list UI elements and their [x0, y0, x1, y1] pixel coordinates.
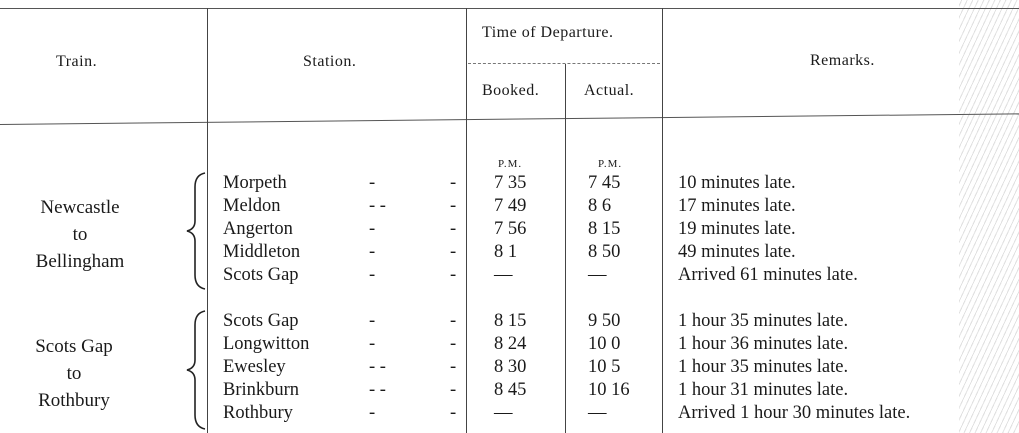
leader-dash: -	[450, 357, 457, 377]
leader-dash: - -	[369, 196, 386, 216]
actual-time-cell: 10 5	[588, 357, 621, 377]
leader-dash: -	[450, 380, 457, 400]
train-line: to	[72, 224, 88, 245]
station-cell: Ewesley	[223, 357, 286, 377]
header-actual: Actual.	[584, 82, 635, 99]
remarks-cell: 1 hour 35 minutes late.	[678, 311, 849, 331]
leader-dash: -	[369, 403, 376, 423]
booked-time-cell: 7 49	[494, 196, 527, 216]
leader-dash: -	[369, 265, 376, 285]
actual-time-cell: 10 0	[588, 334, 621, 354]
leader-dash: -	[369, 334, 376, 354]
leader-dash: -	[450, 334, 457, 354]
remarks-cell: 17 minutes late.	[678, 196, 796, 216]
departure-subheader-rule	[468, 63, 660, 64]
remarks-cell: 1 hour 35 minutes late.	[678, 357, 849, 377]
table-row	[0, 356, 1019, 379]
actual-time-cell: 8 6	[588, 196, 612, 216]
table-row	[0, 310, 1019, 333]
header-station: Station.	[303, 53, 357, 70]
train-line: to	[66, 363, 82, 384]
station-cell: Longwitton	[223, 334, 310, 354]
actual-time-cell: 9 50	[588, 311, 621, 331]
booked-time-cell: 7 56	[494, 219, 527, 239]
remarks-cell: 49 minutes late.	[678, 242, 796, 262]
train-line: Rothbury	[38, 390, 110, 411]
booked-time-cell: 8 45	[494, 380, 527, 400]
station-cell: Meldon	[223, 196, 281, 216]
leader-dash: -	[450, 196, 457, 216]
header-time-of-departure: Time of Departure.	[482, 24, 614, 41]
remarks-cell: Arrived 1 hour 30 minutes late.	[678, 403, 911, 423]
leader-dash: - -	[369, 357, 386, 377]
table-row	[0, 218, 1019, 241]
actual-time-cell: —	[588, 403, 607, 423]
station-cell: Brinkburn	[223, 380, 300, 400]
header-remarks: Remarks.	[810, 52, 875, 69]
leader-dash: -	[450, 173, 457, 193]
remarks-cell: 19 minutes late.	[678, 219, 796, 239]
station-cell: Rothbury	[223, 403, 293, 423]
top-rule	[0, 8, 1019, 9]
booked-time-cell: 7 35	[494, 173, 527, 193]
actual-time-cell: 8 15	[588, 219, 621, 239]
table-row	[0, 379, 1019, 402]
actual-time-cell: —	[588, 265, 607, 285]
actual-time-cell: 7 45	[588, 173, 621, 193]
remarks-cell: 1 hour 36 minutes late.	[678, 334, 849, 354]
station-cell: Scots Gap	[223, 265, 299, 285]
actual-time-cell: 10 16	[588, 380, 630, 400]
booked-time-cell: —	[494, 403, 513, 423]
header-booked: Booked.	[482, 82, 540, 99]
booked-time-cell: 8 1	[494, 242, 518, 262]
train-line: Scots Gap	[35, 336, 113, 357]
station-cell: Morpeth	[223, 173, 287, 193]
leader-dash: - -	[369, 380, 386, 400]
train-line: Bellingham	[35, 251, 125, 272]
booked-time-cell: 8 15	[494, 311, 527, 331]
header-train: Train.	[56, 53, 98, 70]
pm-label-actual: P.M.	[598, 158, 623, 170]
leader-dash: -	[450, 242, 457, 262]
station-cell: Angerton	[223, 219, 293, 239]
station-cell: Scots Gap	[223, 311, 299, 331]
leader-dash: -	[369, 173, 376, 193]
leader-dash: -	[369, 219, 376, 239]
header-bottom-rule	[0, 113, 1019, 125]
booked-time-cell: —	[494, 265, 513, 285]
leader-dash: -	[450, 403, 457, 423]
leader-dash: -	[450, 311, 457, 331]
leader-dash: -	[450, 265, 457, 285]
table-row	[0, 402, 1019, 425]
table-row	[0, 333, 1019, 356]
leader-dash: -	[369, 242, 376, 262]
remarks-cell: 1 hour 31 minutes late.	[678, 380, 849, 400]
leader-dash: -	[450, 219, 457, 239]
remarks-cell: Arrived 61 minutes late.	[678, 265, 858, 285]
table-row	[0, 172, 1019, 195]
table-row	[0, 241, 1019, 264]
leader-dash: -	[369, 311, 376, 331]
table-row	[0, 195, 1019, 218]
table-row	[0, 264, 1019, 287]
station-cell: Middleton	[223, 242, 301, 262]
booked-time-cell: 8 30	[494, 357, 527, 377]
actual-time-cell: 8 50	[588, 242, 621, 262]
train-line: Newcastle	[40, 197, 120, 218]
remarks-cell: 10 minutes late.	[678, 173, 796, 193]
booked-time-cell: 8 24	[494, 334, 527, 354]
pm-label-booked: P.M.	[498, 158, 523, 170]
